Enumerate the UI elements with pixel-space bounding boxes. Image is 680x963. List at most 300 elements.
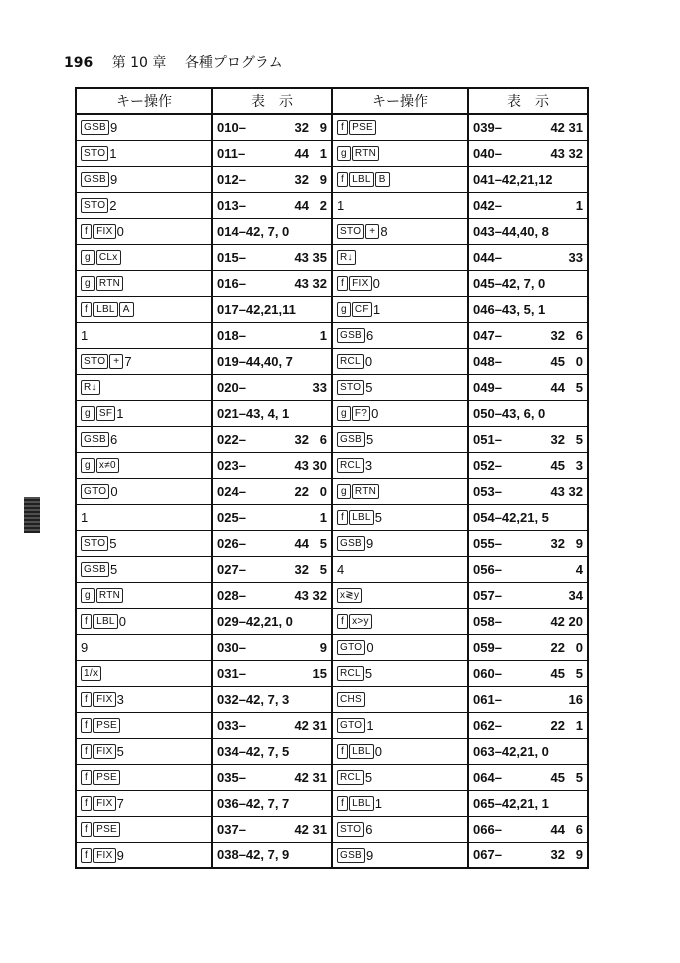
calculator-key: PSE: [93, 718, 120, 733]
step-number: 025–: [217, 509, 246, 525]
table-row: [76, 192, 588, 218]
key-sequence: [81, 587, 124, 602]
key-code: 33: [568, 249, 583, 265]
key-digit: 9: [110, 120, 118, 136]
key-sequence: [337, 275, 380, 290]
calculator-key: FIX: [93, 848, 115, 863]
key-code: 44 2: [294, 197, 327, 213]
calculator-key: f: [81, 848, 92, 863]
calculator-key: STO: [337, 380, 364, 395]
step-number: 032–42, 7, 3: [217, 691, 290, 707]
step-number: 020–: [217, 379, 246, 395]
display-cell: [212, 270, 332, 296]
calculator-key: GSB: [337, 432, 365, 447]
display-value: [473, 692, 583, 707]
display-cell: [212, 296, 332, 322]
display-value: [217, 640, 327, 655]
display-value: [217, 614, 327, 629]
key-sequence-cell: [76, 270, 212, 296]
key-digit: 1: [366, 718, 374, 734]
key-code: 43 35: [294, 249, 327, 265]
display-cell: [212, 842, 332, 868]
key-digit: 9: [366, 847, 374, 863]
display-cell: [212, 634, 332, 660]
step-number: 054–42,21, 5: [473, 509, 549, 525]
key-digit: 0: [366, 640, 374, 656]
key-code: 43 32: [294, 275, 327, 291]
key-code: 15: [312, 665, 327, 681]
key-sequence-cell: [332, 660, 468, 686]
display-value: [217, 120, 327, 135]
calculator-key: PSE: [349, 120, 376, 135]
step-number: 065–42,21, 1: [473, 795, 549, 811]
key-sequence-cell: [332, 166, 468, 192]
step-number: 031–: [217, 665, 246, 681]
key-code: 32 9: [550, 535, 583, 551]
key-sequence: [81, 145, 117, 160]
display-cell: [212, 738, 332, 764]
key-sequence: [81, 535, 117, 550]
display-value: [473, 718, 583, 733]
display-value: [217, 796, 327, 811]
calculator-key: FIX: [349, 276, 371, 291]
key-sequence-cell: [76, 426, 212, 452]
step-number: 048–: [473, 353, 502, 369]
key-code: 44 5: [550, 379, 583, 395]
display-cell: [468, 556, 588, 582]
key-sequence-cell: [76, 218, 212, 244]
key-sequence: [81, 405, 124, 420]
display-value: [217, 146, 327, 161]
key-digit: 2: [109, 198, 117, 214]
step-number: 019–44,40, 7: [217, 353, 293, 369]
key-digit: 1: [81, 510, 89, 526]
key-sequence: [81, 249, 122, 264]
calculator-key: GSB: [337, 328, 365, 343]
display-value: [217, 510, 327, 525]
key-sequence-cell: [332, 348, 468, 374]
key-sequence: [337, 509, 382, 524]
key-sequence-cell: [332, 686, 468, 712]
display-cell: [212, 426, 332, 452]
step-number: 026–: [217, 535, 246, 551]
display-value: [217, 406, 327, 421]
display-value: [217, 692, 327, 707]
key-code: 43 30: [294, 457, 327, 473]
display-value: [473, 354, 583, 369]
calculator-key: f: [81, 224, 92, 239]
key-sequence-cell: [76, 686, 212, 712]
calculator-key: f: [337, 276, 348, 291]
display-cell: [468, 192, 588, 218]
calculator-key: GSB: [337, 536, 365, 551]
key-sequence-cell: [332, 608, 468, 634]
display-value: [473, 328, 583, 343]
key-sequence: [337, 249, 357, 264]
key-code: 32 9: [550, 847, 583, 863]
step-number: 028–: [217, 587, 246, 603]
step-number: 014–42, 7, 0: [217, 223, 290, 239]
table-row: [76, 400, 588, 426]
step-number: 037–: [217, 821, 246, 837]
calculator-key: FIX: [93, 224, 115, 239]
key-sequence: [81, 483, 118, 498]
calculator-key: f: [337, 172, 348, 187]
step-number: 021–43, 4, 1: [217, 405, 290, 421]
program-table: [75, 87, 589, 869]
display-cell: [212, 712, 332, 738]
key-sequence: [337, 353, 372, 368]
chapter-title: 各種プログラム: [184, 55, 283, 71]
key-code: 44 1: [294, 145, 327, 161]
calculator-key: STO: [81, 536, 108, 551]
step-number: 038–42, 7, 9: [217, 847, 290, 863]
display-cell: [212, 322, 332, 348]
key-sequence-cell: [332, 712, 468, 738]
key-digit: 6: [366, 328, 374, 344]
key-sequence-cell: [76, 504, 212, 530]
display-value: [473, 172, 583, 187]
key-digit: 5: [116, 744, 124, 760]
key-sequence: [337, 847, 373, 862]
table-row: [76, 686, 588, 712]
step-number: 016–: [217, 275, 246, 291]
display-cell: [468, 764, 588, 790]
calculator-key: 1/x: [81, 666, 101, 681]
calculator-key: RCL: [337, 666, 364, 681]
step-number: 035–: [217, 769, 246, 785]
key-sequence: [337, 483, 380, 498]
calculator-key: LBL: [349, 744, 374, 759]
step-number: 029–42,21, 0: [217, 613, 293, 629]
calculator-key: PSE: [93, 770, 120, 785]
calculator-key: g: [337, 302, 351, 317]
table-row: [76, 608, 588, 634]
key-sequence-cell: [76, 374, 212, 400]
calculator-key: GSB: [337, 848, 365, 863]
key-sequence-cell: [76, 452, 212, 478]
key-digit: 0: [364, 354, 373, 370]
key-sequence-cell: [332, 374, 468, 400]
calculator-key: g: [81, 458, 95, 473]
display-value: [217, 198, 327, 213]
display-cell: [212, 660, 332, 686]
calculator-key: GSB: [81, 432, 109, 447]
key-code: 22 0: [294, 483, 327, 499]
key-sequence: [81, 379, 101, 394]
key-digit: 0: [118, 614, 127, 630]
table-row: [76, 764, 588, 790]
calculator-key: GTO: [337, 718, 365, 733]
calculator-key: RTN: [352, 146, 379, 161]
key-digit: 4: [337, 562, 345, 578]
key-sequence: [337, 223, 388, 238]
table-row: [76, 530, 588, 556]
display-value: [473, 458, 583, 473]
calculator-key: CF: [352, 302, 372, 317]
key-sequence-cell: [76, 322, 212, 348]
page-header: [64, 52, 283, 72]
key-digit: 7: [116, 796, 124, 812]
display-cell: [468, 114, 588, 140]
key-sequence: [81, 509, 88, 524]
calculator-key: GSB: [81, 172, 109, 187]
column-header-keys: キー操作: [332, 88, 468, 114]
key-digit: 0: [116, 224, 124, 240]
key-code: 32 6: [294, 431, 327, 447]
key-sequence: [337, 587, 363, 602]
display-cell: [468, 608, 588, 634]
key-code: 45 3: [550, 457, 583, 473]
step-number: 046–43, 5, 1: [473, 301, 546, 317]
calculator-key: f: [337, 510, 348, 525]
table-row: [76, 634, 588, 660]
table-row: [76, 218, 588, 244]
key-sequence: [337, 665, 372, 680]
calculator-key: f: [81, 302, 92, 317]
key-sequence-cell: [76, 608, 212, 634]
key-sequence-cell: [76, 478, 212, 504]
step-number: 015–: [217, 249, 246, 265]
display-value: [217, 536, 327, 551]
key-digit: 5: [364, 666, 373, 682]
display-value: [217, 744, 327, 759]
display-cell: [212, 348, 332, 374]
step-number: 058–: [473, 613, 502, 629]
key-sequence-cell: [332, 452, 468, 478]
calculator-key: f: [81, 822, 92, 837]
calculator-key: g: [81, 276, 95, 291]
calculator-key: x≠0: [96, 458, 119, 473]
key-sequence-cell: [332, 764, 468, 790]
key-sequence: [81, 717, 121, 732]
key-code: 43 32: [550, 483, 583, 499]
key-sequence-cell: [76, 348, 212, 374]
display-value: [473, 588, 583, 603]
calculator-key: LBL: [349, 510, 374, 525]
key-sequence-cell: [76, 296, 212, 322]
table-row: [76, 504, 588, 530]
key-sequence: [81, 769, 121, 784]
key-code: 45 5: [550, 665, 583, 681]
page-number: 196: [64, 55, 94, 71]
table-row: [76, 738, 588, 764]
key-sequence: [81, 847, 124, 862]
display-cell: [212, 504, 332, 530]
column-header-keys: キー操作: [76, 88, 212, 114]
key-sequence: [337, 119, 377, 134]
key-sequence: [337, 379, 373, 394]
key-digit: 1: [116, 406, 124, 422]
key-sequence-cell: [332, 192, 468, 218]
step-number: 045–42, 7, 0: [473, 275, 546, 291]
table-row: [76, 374, 588, 400]
step-number: 044–: [473, 249, 502, 265]
step-number: 039–: [473, 119, 502, 135]
key-sequence-cell: [76, 712, 212, 738]
calculator-key: RCL: [337, 354, 364, 369]
display-cell: [468, 218, 588, 244]
display-value: [217, 224, 327, 239]
key-digit: 6: [365, 822, 373, 838]
key-digit: 9: [81, 640, 89, 656]
key-sequence: [337, 561, 344, 576]
step-number: 067–: [473, 847, 502, 863]
key-code: 4: [575, 561, 583, 577]
key-digit: 0: [110, 484, 118, 500]
step-number: 011–: [217, 145, 246, 161]
calculator-key: RTN: [352, 484, 379, 499]
key-sequence-cell: [76, 530, 212, 556]
step-number: 049–: [473, 379, 502, 395]
display-cell: [212, 452, 332, 478]
key-code: 43 32: [294, 587, 327, 603]
display-value: [473, 822, 583, 837]
table-header-row: [76, 88, 588, 114]
key-code: 42 31: [294, 821, 327, 837]
key-sequence: [81, 119, 117, 134]
display-value: [217, 718, 327, 733]
key-sequence: [81, 327, 88, 342]
key-digit: 1: [374, 796, 383, 812]
key-sequence-cell: [76, 764, 212, 790]
key-sequence: [337, 301, 380, 316]
step-number: 066–: [473, 821, 502, 837]
key-code: 42 31: [294, 769, 327, 785]
table-row: [76, 478, 588, 504]
key-sequence: [81, 353, 132, 368]
step-number: 033–: [217, 717, 246, 733]
display-value: [473, 770, 583, 785]
table-row: [76, 296, 588, 322]
key-digit: 3: [364, 458, 373, 474]
calculator-key: f: [81, 770, 92, 785]
step-number: 051–: [473, 431, 502, 447]
key-sequence-cell: [76, 556, 212, 582]
calculator-key: f: [337, 744, 348, 759]
calculator-key: FIX: [93, 796, 115, 811]
display-value: [217, 458, 327, 473]
calculator-key: f: [81, 796, 92, 811]
step-number: 036–42, 7, 7: [217, 795, 290, 811]
display-cell: [212, 686, 332, 712]
step-number: 023–: [217, 457, 246, 473]
table-row: [76, 660, 588, 686]
calculator-key: SF: [96, 406, 115, 421]
calculator-key: RTN: [96, 276, 123, 291]
display-cell: [212, 556, 332, 582]
display-value: [473, 146, 583, 161]
table-body: [76, 114, 588, 868]
table-row: [76, 114, 588, 140]
key-sequence-cell: [332, 842, 468, 868]
calculator-key: GTO: [337, 640, 365, 655]
calculator-key: g: [81, 250, 95, 265]
display-value: [473, 536, 583, 551]
key-sequence: [337, 821, 373, 836]
calculator-key: STO: [81, 198, 108, 213]
display-cell: [212, 530, 332, 556]
display-cell: [468, 816, 588, 842]
display-value: [217, 847, 327, 862]
calculator-key: F?: [352, 406, 370, 421]
display-cell: [468, 686, 588, 712]
key-sequence-cell: [332, 738, 468, 764]
step-number: 057–: [473, 587, 502, 603]
calculator-key: f: [81, 614, 92, 629]
step-number: 061–: [473, 691, 502, 707]
table-row: [76, 556, 588, 582]
key-sequence-cell: [332, 270, 468, 296]
calculator-key: x≷y: [337, 588, 362, 603]
key-sequence-cell: [332, 244, 468, 270]
table-row: [76, 348, 588, 374]
key-code: 34: [568, 587, 583, 603]
calculator-key: LBL: [93, 302, 118, 317]
key-digit: 5: [365, 380, 373, 396]
key-code: 32 9: [294, 171, 327, 187]
key-sequence-cell: [332, 634, 468, 660]
step-number: 052–: [473, 457, 502, 473]
calculator-key: PSE: [93, 822, 120, 837]
display-cell: [468, 322, 588, 348]
display-value: [473, 796, 583, 811]
calculator-key: f: [81, 692, 92, 707]
key-sequence-cell: [76, 634, 212, 660]
key-sequence: [81, 821, 121, 836]
key-sequence-cell: [76, 192, 212, 218]
side-thumb-index: [24, 497, 40, 533]
display-value: [473, 302, 583, 317]
calculator-key: CLx: [96, 250, 121, 265]
display-value: [217, 666, 327, 681]
calculator-key: f: [337, 796, 348, 811]
calculator-key: GTO: [81, 484, 109, 499]
key-sequence: [337, 743, 382, 758]
key-sequence-cell: [332, 218, 468, 244]
display-cell: [468, 400, 588, 426]
step-number: 047–: [473, 327, 502, 343]
calculator-key: FIX: [93, 744, 115, 759]
step-number: 055–: [473, 535, 502, 551]
key-sequence-cell: [332, 530, 468, 556]
calculator-key: LBL: [93, 614, 118, 629]
key-digit: 1: [81, 328, 89, 344]
display-value: [217, 562, 327, 577]
key-code: 32 5: [294, 561, 327, 577]
display-value: [473, 406, 583, 421]
step-number: 040–: [473, 145, 502, 161]
display-value: [473, 484, 583, 499]
key-sequence: [81, 223, 124, 238]
table-row: [76, 452, 588, 478]
key-sequence-cell: [332, 296, 468, 322]
key-sequence: [337, 691, 366, 706]
display-cell: [468, 166, 588, 192]
key-sequence-cell: [76, 816, 212, 842]
calculator-key: x>y: [349, 614, 372, 629]
display-cell: [212, 816, 332, 842]
table-row: [76, 712, 588, 738]
display-cell: [212, 166, 332, 192]
key-digit: 5: [366, 432, 374, 448]
key-sequence: [337, 431, 373, 446]
key-code: 32 6: [550, 327, 583, 343]
display-value: [473, 640, 583, 655]
key-sequence-cell: [76, 790, 212, 816]
key-digit: 9: [116, 847, 124, 863]
key-sequence-cell: [332, 556, 468, 582]
